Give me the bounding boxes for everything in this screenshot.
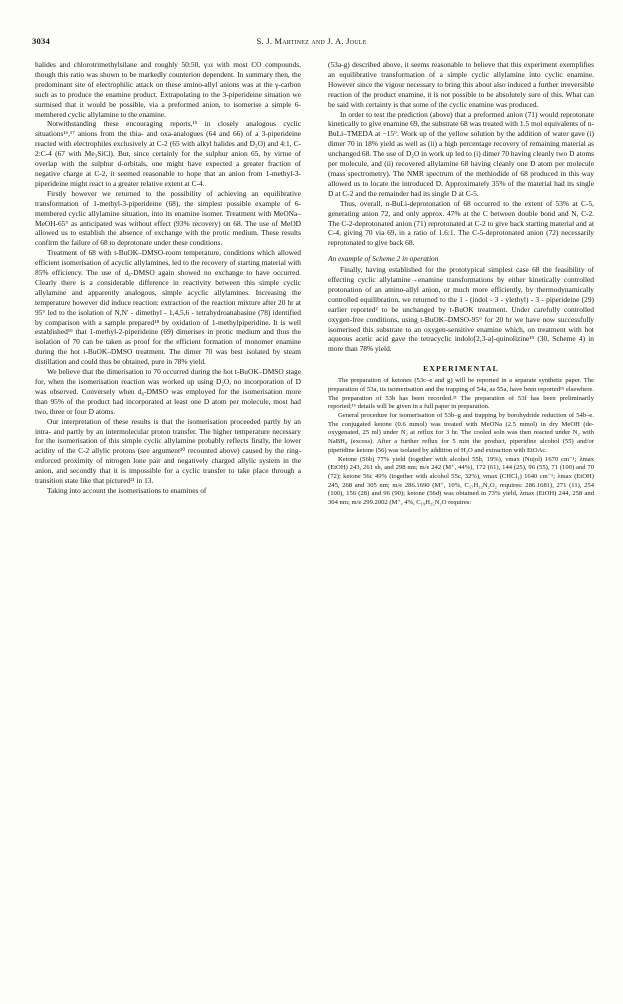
- paragraph: In order to test the prediction (above) that a preformed anion (71) would reprotonate kinetically to give enamine 69, the substrate 68 was treated with 1.5 mol equivalents of n-BuLi–TMEDA at −15°. Work up of the yellow solution by the addition of water gave (i) dimer 70 in 18% yield as well as (ii) a high percentage recovery of remaining material as unchanged 68. The use of D₂O in work up led to (i) dimer 70 having cleanly two D atoms per molecule, and (ii) recovered allylamine 68 having cleanly one D atom per molecule (mass spectrometry). The NMR spectrum of the methiodide of 68 produced in this way allowed us to locate the introduced D. Approximately 35% of the material had its single D at C-2 and the remainder had its single D at C-5.: [328, 109, 594, 198]
- section-subheading: An example of Scheme 2 in operation: [328, 254, 439, 264]
- paragraph: halides and chlorotrimethylsilane and roughly 50:50, γ:α with most CO compounds, though this ratio was shown to be markedly counterion dependent. In summary then, the predominant site of electrophilic attack on these amino-allyl anions was at the γ-carbon such as to produce the enamine product. Extrapolating to the 3-piperideine situation we surmised that it would be possible, via a preformed anion, to isomerise a simple 6-membered cyclic allylamine to the enamine.: [35, 60, 301, 119]
- left-column: [35, 60, 301, 496]
- experimental-heading: EXPERIMENTAL: [423, 364, 499, 374]
- paragraph: Finally, having established for the prototypical simplest case 68 the feasibility of effecting cyclic allylamine→enamine transformations by either kinetically controlled protonation of an amino-allyl anion, or much more efficiently, by thermodynamically controlled equilibration, we returned to the 1 - (indol - 3 - ylethyl) - 3 - piperideine (29) earlier reported² to be unchanged by t-BuOK treatment. Under carefully controlled oxygen-free conditions, using t-BuOK–DMSO-95° for 20 hr we have now successfully isomerised this substrate to an oxygen-sensitive enamine which, on treatment with hot aqueous acetic acid gave the tetracyclic indolo[2,3-a]-quinolizine¹⁹ (30, Scheme 4) in more than 78% yield.: [328, 265, 594, 354]
- running-head: S. J. Martinez and J. A. Joule: [256, 36, 367, 46]
- paragraph: The preparation of ketones (53c–e and g) will be reported in a separate synthetic paper. The preparation of 53a, its isomerisation and the trapping of 54a, as 55a, have been reported¹⁵ elsewhere. The preparation of 53b has been recorded.²¹ The preparation of 53f has been preliminarily reported;¹⁶ details will be given in a full paper in preparation.: [328, 377, 594, 411]
- paragraph: Treatment of 68 with t-BuOK–DMSO-room temperature, conditions which allowed efficient isomerisation of acyclic allylamines, led to the recovery of starting material with 85% efficiency. The use of d₆-DMSO again showed no exchange to have occurred. Clearly there is a considerable difference in reactivity between this simple cyclic allylamine and apparently analogous, simple acyclic allylamines. Increasing the temperature however did induce reaction: extraction of the reaction mixture after 20 hr at 95° led to the isolation of N,N′ - dimethyl - 1,4,5,6 - tetrahydroanabasine (78) identified by comparison with a sample prepared¹⁸ by oxidation of 1-methylpiperidine. It is well established¹⁹ that 1-methyl-2-piperideine (69) dimerises in protic medium and thus the isolation of 70 can be taken as proof for the efficient formation of monomer enamine during the hot t-BuOK–DMSO treatment. The dimer 70 was best isolated by steam distillation and could thus be obtained, pure in 78% yield.: [35, 248, 301, 367]
- paragraph: Our interpretation of these results is that the isomerisation proceeded partly by an intra- and partly by an intermolecular proton transfer. The higher temperature necessary for the isomerisation of this simple cyclic allylamine probably reflects firstly, the lower acidity of the C-2 allylic protons (see argument²⁰ recounted above) caused by the ring-enforced proximity of nitrogen lone pair and negatively charged allylic system in the anion, and secondly that it is impossible for a cyclic transfer to take place through a transition state like that pictured²¹ in 13.: [35, 416, 301, 486]
- paragraph: Thus, overall, n-BuLi-deprotonation of 68 occurred to the extent of 53% at C-5, generating anion 72, and only approx. 47% at the C between double bond and N, C-2. The C-2-deprotonated anion (71) reprotonated at C-2 to give back starting material and at C-4, giving 70 via 69, in a ratio of 1.6:1. The C-5-deprotonated anion (72) necessarily reprotonated to give back 68.: [328, 198, 594, 248]
- paragraph: Notwithstanding these encouraging reports,¹⁵ in closely analogous cyclic situations¹⁶,¹⁷ anions from the thia- and oxa-analogues (64 and 66) of a 3-piperideine reacted with electrophiles exclusively at C-2 (65 with alkyl halides and D₂O) and 4:1, C-2:C-4 (67 with Me₃SiCl). But, since certainly for the sulphur anion 65, by virtue of overlap with the sulphur d-orbitals, one might have expected a greater fraction of negative charge at C-2, it seemed reasonable to hope that an anion from 1-methyl-3-piperideine might react to a greater relative extent at C-4.: [35, 119, 301, 188]
- page-header: [32, 36, 591, 50]
- page-number: 3034: [32, 36, 50, 46]
- paragraph: Ketone (56b) 77% yield (together with alcohol 55b, 19%), νmax (Nujol) 1670 cm⁻¹; λmax (EtOH) 243, 261 sh, and 298 nm; m/e 242 (M⁺, 44%), 172 (61), 144 (25), 96 (55), 71 (100) and 70 (72); ketone 56c 49% (together with alcohol 55c, 32%), νmax (CHCl₃) 1640 cm⁻¹; λmax (EtOH) 245, 268 and 305 nm; m/e 286.1690 (M⁺, 10%, C₁₇H₂₂N₂O₂ requires: 286.1681), 271 (11), 254 (100), 156 (28) and 96 (90); ketone (56d) was obtained in 73% yield, λmax (EtOH) 244, 258 and 304 nm; m/e 299.2002 (M⁺, 4%, C₁₉H₂₅N₂O requires:: [328, 455, 594, 507]
- experimental-section: [328, 377, 594, 508]
- paragraph: (53a-g) described above, it seems reasonable to believe that this experiment exemplifies an equilibrative transformation of a simple cyclic allylamine into cyclic enamine. However since the vigour necessary to bring this about also induced a further irreversible reaction of the product enamine, it is not possible to be absolutely sure of this. What can be said with certainty is that some of the cyclic enamine was produced.: [328, 60, 594, 109]
- paragraph: Taking into account the isomerisations to enamines of: [47, 485, 207, 495]
- right-column: [328, 60, 594, 508]
- paragraph: We believe that the dimerisation to 70 occurred during the hot t-BuOK–DMSO stage for, when the isomerisation reaction was worked up using D₂O, no incorporation of D was observed. Conversely when d₆-DMSO was employed for the isomerisation more than 95% of the product had incorporated at least one D atom per molecule, most had two, three or four D atoms.: [35, 367, 301, 416]
- paragraph: Firstly however we returned to the possibility of achieving an equilibrative transformation of 1-methyl-3-piperideine (68), the simplest possible example of 6-membered cyclic allylamine situation, into its enamine isomer. Treatment with MeONa–MeOH-65° as anticipated was without effect (93% recovery) on 68. The use of MeOD allowed us to establish the absence of exchange with the protic medium. These results confirm the failure of 68 to deprotonate under these conditions.: [35, 188, 301, 248]
- paragraph: General procedure for isomerisation of 53b–g and trapping by borohydride reduction of 54b–e. The conjugated ketone (0.6 mmol) was treated with MeONa (2.5 mmol) in dry MeOH (de-oxygenated, 25 ml) under N₂ at reflux for 3 hr. The cooled soln was then reacted under N₂ with NaBH₄ (excess). After a further reflux for 5 min the product, piperidine alcohol (55) and/or piperidine ketone (56) was isolated by addition of H₂O and extraction with EtOAc.: [328, 412, 594, 454]
